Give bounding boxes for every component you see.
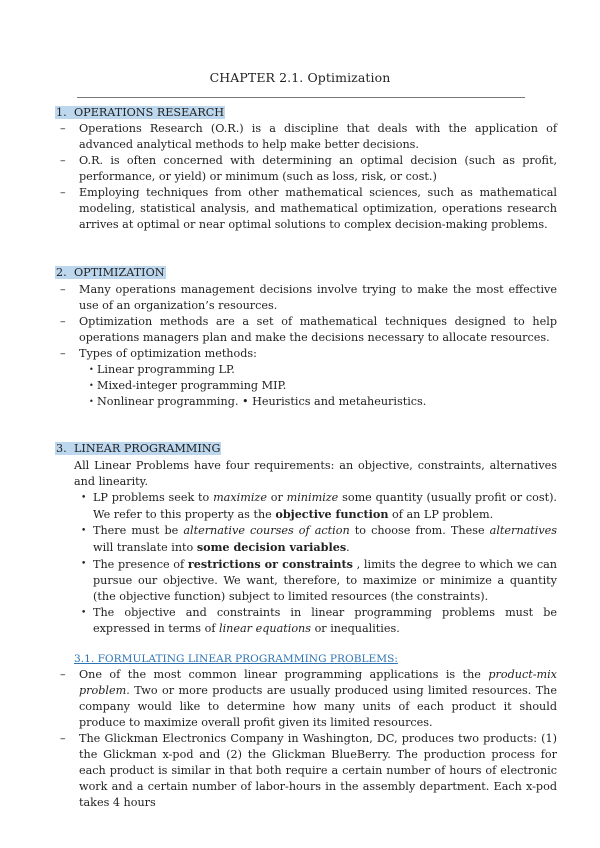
list-item: • LP problems seek to maximize or minimize some quantity (usually profit or cost). We refer to this property as the objective function of an LP problem.	[80, 490, 557, 523]
optimization-type: • Mixed-integer programming MIP.	[87, 378, 557, 394]
list-item: – O.R. is often concerned with determining an optimal decision (such as profit, performance, or yield) or minimum (such as loss, risk, or cost.)	[60, 153, 557, 185]
optimization-list	[60, 282, 557, 410]
section-heading-optimization	[55, 265, 166, 281]
list-item: – One of the most common linear programming applications is the product-mix problem. Two or more products are usually produced using limited resources. The company would like to determine how many units of each product it should produce to maximize overall profit given its limited resources.	[60, 667, 557, 731]
optimization-type: • Nonlinear programming. • Heuristics and metaheuristics.	[87, 394, 557, 410]
subsection-heading-formulating-lp: 3.1. FORMULATING LINEAR PROGRAMMING PROBLEMS:	[74, 653, 398, 665]
list-item: – Operations Research (O.R.) is a discipline that deals with the application of advanced analytical methods to help make better decisions.	[60, 121, 557, 153]
list-item: – Many operations management decisions involve trying to make the most effective use of an organization’s resources.	[60, 282, 557, 314]
section-title: LINEAR PROGRAMMING	[74, 442, 221, 455]
formulating-lp-list	[60, 667, 557, 811]
operations-research-list	[60, 121, 557, 233]
list-item	[60, 346, 557, 410]
list-item: • The presence of restrictions or constraints , limits the degree to which we can pursue our objective. We want, therefore, to maximize or minimize a quantity (the objective function) subject to limited resources (the constraints).	[80, 556, 557, 605]
linear-programming-requirements	[80, 490, 557, 637]
section-number: 1.	[56, 106, 67, 119]
section-title: OPERATIONS RESEARCH	[74, 106, 225, 119]
section-number: 3.	[56, 442, 67, 455]
list-item-text: Types of optimization methods:	[79, 347, 257, 360]
section-heading-linear-programming	[55, 441, 221, 457]
list-item: • The objective and constraints in linear programming problems must be expressed in terms of linear equations or inequalities.	[80, 605, 557, 637]
list-item: – The Glickman Electronics Company in Washington, DC, produces two products: (1) the Glickman x-pod and (2) the Glickman BlueBerry. The production process for each product is similar in that both require a certain number of hours of electronic work and a certain number of labor-hours in the assembly department. Each x-pod takes 4 hours	[60, 731, 557, 811]
section-number: 2.	[56, 266, 67, 279]
section-title: OPTIMIZATION	[74, 266, 165, 279]
optimization-type: • Linear programming LP.	[87, 362, 557, 378]
list-item: – Optimization methods are a set of mathematical techniques designed to help operations managers plan and make the decisions necessary to allocate resources.	[60, 314, 557, 346]
section-heading-operations-research	[55, 105, 225, 121]
list-item: – Employing techniques from other mathematical sciences, such as mathematical modeling, statistical analysis, and mathematical optimization, operations research arrives at optimal or near optimal solutions to complex decision-making problems.	[60, 185, 557, 233]
optimization-types-list	[87, 362, 557, 410]
linear-programming-intro: All Linear Problems have four requirements: an objective, constraints, alternatives and linearity.	[74, 459, 557, 488]
title-divider	[77, 97, 525, 98]
list-item: • There must be alternative courses of action to choose from. These alternatives will translate into some decision variables.	[80, 523, 557, 556]
chapter-title: CHAPTER 2.1. Optimization	[209, 70, 391, 85]
